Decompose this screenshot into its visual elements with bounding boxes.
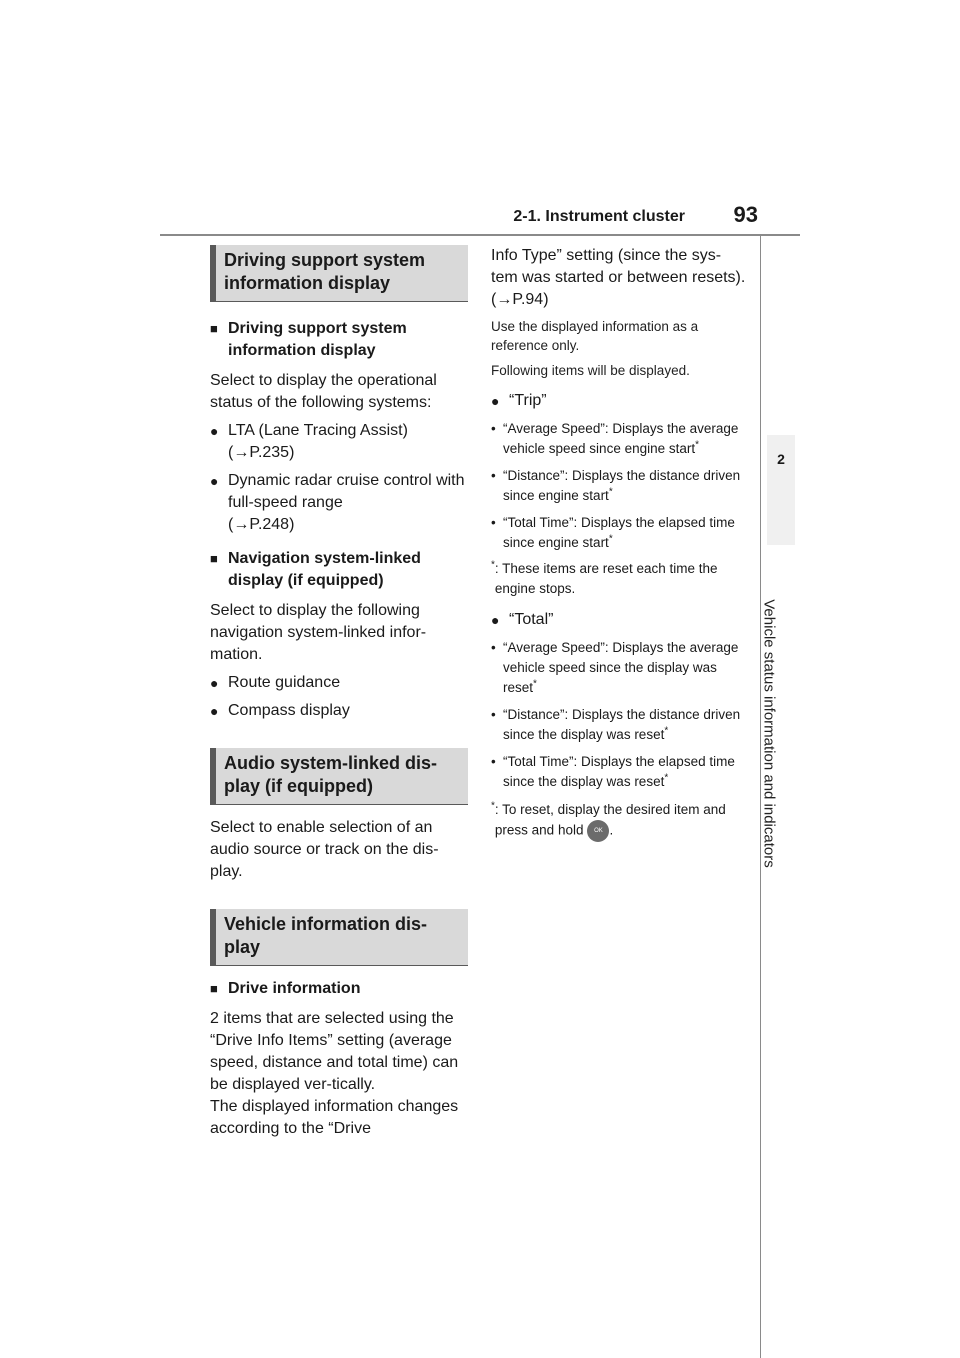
paragraph: Info Type” setting (since the sys-tem was started or between resets). (→P.94) (491, 247, 746, 308)
bullet-icon: ● (210, 423, 219, 439)
square-bullet-icon: ■ (210, 551, 218, 566)
total-item: • “Distance”: Displays the distance driven since the display was reset* (491, 707, 741, 742)
note-text: Use the displayed information as a reference only. (491, 319, 699, 353)
page-reference-link[interactable]: P.248 (249, 516, 290, 533)
trip-item: • “Distance”: Displays the distance driven since engine start* (491, 468, 741, 503)
square-bullet-icon: ■ (210, 981, 218, 996)
asterisk-icon: * (664, 725, 669, 737)
chapter-tab (760, 235, 801, 1358)
arrow-icon: → (233, 516, 250, 533)
total-item: • “Average Speed”: Displays the average vehicle speed since the display was reset* (491, 640, 739, 695)
heading-driving-support: Driving support system information display (210, 245, 468, 302)
list-item-text: Compass display (228, 702, 350, 719)
bullet-icon: ● (210, 675, 219, 691)
arrow-icon: → (496, 291, 513, 308)
paragraph: Select to display the operational status of the following systems: (210, 372, 437, 411)
asterisk-icon: * (608, 486, 613, 498)
trip-item: • “Average Speed”: Displays the average vehicle speed since engine start* (491, 421, 739, 456)
heading-audio: Audio system-linked dis-play (if equipped) (210, 748, 468, 805)
list-item (210, 700, 468, 722)
footnote: * : These items are reset each time the engine stops. (491, 559, 718, 596)
total-heading (491, 609, 746, 631)
list-item (210, 672, 468, 694)
section-title: 2-1. Instrument cluster (513, 208, 685, 225)
chapter-title: Vehicle status information and indicators (760, 599, 778, 868)
left-column (210, 245, 468, 1140)
page-reference-link[interactable]: P.94 (512, 291, 544, 308)
page-number: 93 (733, 202, 758, 227)
bullet-icon: ● (210, 703, 219, 719)
trip-item: • “Total Time”: Displays the elapsed time since engine start* (491, 515, 735, 550)
total-item: • “Total Time”: Displays the elapsed time since the display was reset* (491, 754, 735, 789)
subheading-text: Driving support system information display (228, 320, 407, 359)
right-column (491, 245, 746, 842)
asterisk-icon: * (664, 772, 669, 784)
list-item (210, 470, 468, 536)
subheading-text: Drive information (228, 980, 361, 997)
footnote: * : To reset, display the desired item and press and hold OK . (491, 800, 746, 842)
asterisk-icon: * (695, 439, 700, 451)
subheading-navigation (210, 548, 468, 592)
list-item (210, 420, 468, 464)
paragraph: Select to enable selection of an audio source or track on the dis-play. (210, 819, 439, 880)
bullet-icon: ● (491, 393, 500, 409)
bullet-icon: ● (210, 473, 219, 489)
bullet-icon: ● (491, 612, 500, 628)
subheading-driving-support (210, 318, 468, 362)
paragraph: Select to display the following navigation system-linked infor-mation. (210, 602, 427, 663)
square-bullet-icon: ■ (210, 321, 218, 336)
paragraph: 2 items that are selected using the “Drive Info Items” setting (average speed, distance and total time) can be displayed ver-tically. (210, 1010, 459, 1093)
list-item-text: LTA (Lane Tracing Assist) (→P.235) (228, 422, 408, 461)
note-text: Following items will be displayed. (491, 363, 690, 378)
page-reference-link[interactable]: P.235 (249, 444, 290, 461)
ok-button-icon: OK (587, 820, 609, 842)
list-item-text: “Total” (509, 611, 554, 628)
chapter-number-box (767, 435, 795, 545)
subheading-drive-info (210, 978, 468, 1000)
list-item-text: “Trip” (509, 392, 547, 409)
arrow-icon: → (233, 444, 250, 461)
chapter-number: 2 (777, 451, 785, 467)
trip-heading (491, 390, 746, 412)
heading-vehicle-info: Vehicle information dis-play (210, 909, 468, 966)
asterisk-icon: * (533, 678, 537, 690)
list-item-text: Dynamic radar cruise control with full-speed range (→P.248) (228, 472, 465, 533)
paragraph: The displayed information changes according to the “Drive (210, 1098, 459, 1137)
page-header (160, 200, 800, 236)
notes (491, 317, 746, 380)
asterisk-icon: * (608, 533, 613, 545)
subheading-text: Navigation system-linked display (if equipped) (228, 550, 421, 589)
list-item-text: Route guidance (228, 674, 341, 691)
